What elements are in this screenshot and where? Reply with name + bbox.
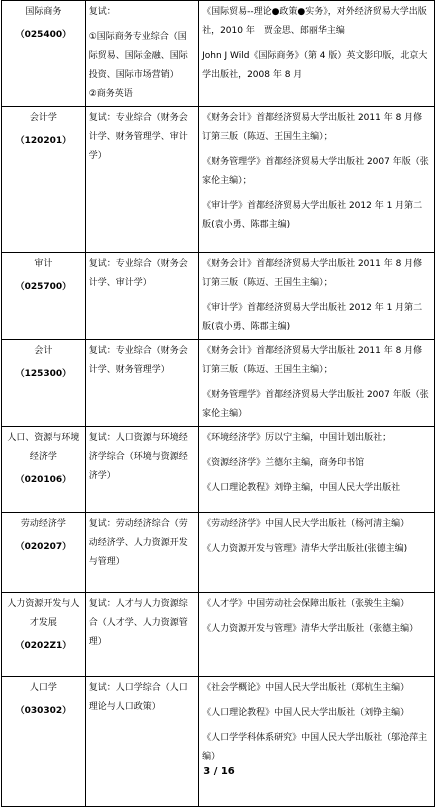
catalog-table <box>1 0 435 807</box>
book-line: 《财务管理学》首都经济贸易大学出版社 2007 年版（张家伦主编）； <box>202 157 429 186</box>
major-code: （025400） <box>15 30 72 40</box>
major-cell <box>2 513 86 593</box>
books-cell <box>199 107 435 253</box>
major-code: （0202Z1） <box>15 641 72 651</box>
major-cell <box>2 427 86 513</box>
book-line: John J Wild《国际商务》（第 4 版）英文影印版，北京大学出版社，2008 年 8 月 <box>202 51 428 80</box>
major-name: 会计学 <box>29 113 57 123</box>
exam-cell <box>85 107 198 253</box>
major-code: （020207） <box>15 542 72 552</box>
page-indicator: 3 / 16 <box>203 766 235 777</box>
major-name: 人口、资源与环境经济学 <box>7 433 80 462</box>
book-line: 《劳动经济学》中国人民大学出版社（杨河清主编） <box>202 519 410 529</box>
book-line: 《资源经济学》兰德尔主编，商务印书馆 <box>202 458 365 468</box>
table-row <box>2 340 435 427</box>
major-cell <box>2 677 86 807</box>
table-row <box>2 593 435 677</box>
exam-line: 复试：专业综合（财务会计学、财务管理学） <box>88 346 188 375</box>
major-cell <box>2 253 86 340</box>
major-name: 会计 <box>34 346 53 356</box>
exam-line: 复试：劳动经济综合（劳动经济学、人力资源开发与管理） <box>88 519 188 567</box>
book-line: 《审计学》首都经济贸易大学出版社 2012 年 1 月第二版(袁小勇、陈郡主编) <box>202 303 423 332</box>
major-code: （025700） <box>15 282 72 292</box>
exam-line: 复试：专业综合（财务会计学、审计学） <box>88 259 188 288</box>
major-name: 劳动经济学 <box>20 519 66 529</box>
book-line: 《财务会计》首都经济贸易大学出版社 2011 年 8 月修订第三版（陈迈、王国生主编）； <box>202 113 423 142</box>
exam-line: ①国际商务专业综合（国际贸易、国际金融、国际投资、国际市场营销） <box>88 32 188 80</box>
major-name: 审计 <box>34 259 53 269</box>
book-line: 《审计学》首都经济贸易大学出版社 2012 年 1 月第二版(袁小勇、陈郡主编) <box>202 201 423 230</box>
book-line: 《财务管理学》首都经济贸易大学出版社 2007 年版（张家伦主编） <box>202 390 429 419</box>
exam-cell <box>85 340 198 427</box>
major-name: 国际商务 <box>25 7 62 17</box>
major-cell <box>2 1 86 107</box>
exam-line: ②商务英语 <box>88 89 133 99</box>
exam-line: 复试： <box>88 7 116 17</box>
book-line: 《财务会计》首都经济贸易大学出版社 2011 年 8 月修订第三版（陈迈、王国生主编）； <box>202 346 423 375</box>
major-name: 人力资源开发与人才发展 <box>7 599 80 628</box>
book-line: 《社会学概论》中国人民大学出版社（郑杭生主编） <box>202 683 410 693</box>
major-code: （030302） <box>15 706 72 716</box>
table-row <box>2 107 435 253</box>
exam-cell <box>85 1 198 107</box>
major-name: 人口学 <box>29 683 57 693</box>
books-cell <box>199 593 435 677</box>
book-line: 《人口理论教程》刘铮主编，中国人民大学出版社 <box>202 483 401 493</box>
major-code: （120201） <box>15 136 72 146</box>
exam-line: 复试：专业综合（财务会计学、财务管理学、审计学） <box>88 113 188 161</box>
exam-line: 复试：人口学综合（人口理论与人口政策） <box>88 683 188 712</box>
book-line: 《人才学》中国劳动社会保障出版社（张骏生主编） <box>202 599 410 609</box>
exam-cell <box>85 593 198 677</box>
table-row <box>2 1 435 107</box>
book-line: 《人力资源开发与管理》清华大学出版社（张德主编） <box>202 624 419 634</box>
exam-cell <box>85 513 198 593</box>
books-cell <box>199 253 435 340</box>
exam-line: 复试：人才与人力资源综合（人才学、人力资源管理） <box>88 599 188 647</box>
major-cell <box>2 107 86 253</box>
book-line: 《人口学学科体系研究》中国人民大学出版社（邬沧萍主编） <box>202 733 428 762</box>
major-cell <box>2 340 86 427</box>
major-code: （020106） <box>15 475 72 485</box>
books-cell <box>199 340 435 427</box>
table-row <box>2 513 435 593</box>
exam-cell <box>85 253 198 340</box>
table-row <box>2 253 435 340</box>
book-line: 《人力资源开发与管理》清华大学出版社(张德主编) <box>202 544 408 554</box>
book-line: 《环境经济学》厉以宁主编，中国计划出版社； <box>202 433 392 443</box>
book-line: 《财务会计》首都经济贸易大学出版社 2011 年 8 月修订第三版（陈迈、王国生主编）； <box>202 259 423 288</box>
books-cell <box>199 677 435 807</box>
exam-line: 复试：人口资源与环境经济学综合（环境与资源经济学） <box>88 433 188 481</box>
books-cell <box>199 427 435 513</box>
book-line: 《人口理论教程》中国人民大学出版社（刘铮主编） <box>202 708 410 718</box>
exam-cell <box>85 427 198 513</box>
book-line: 《国际贸易--理论●政策●实务》，对外经济贸易大学出版社，2010 年 贾金思、郎丽华主编 <box>202 7 427 36</box>
table-row <box>2 677 435 807</box>
exam-cell <box>85 677 198 807</box>
major-code: （125300） <box>15 369 72 379</box>
table-row <box>2 427 435 513</box>
books-cell <box>199 1 435 107</box>
books-cell <box>199 513 435 593</box>
major-cell <box>2 593 86 677</box>
